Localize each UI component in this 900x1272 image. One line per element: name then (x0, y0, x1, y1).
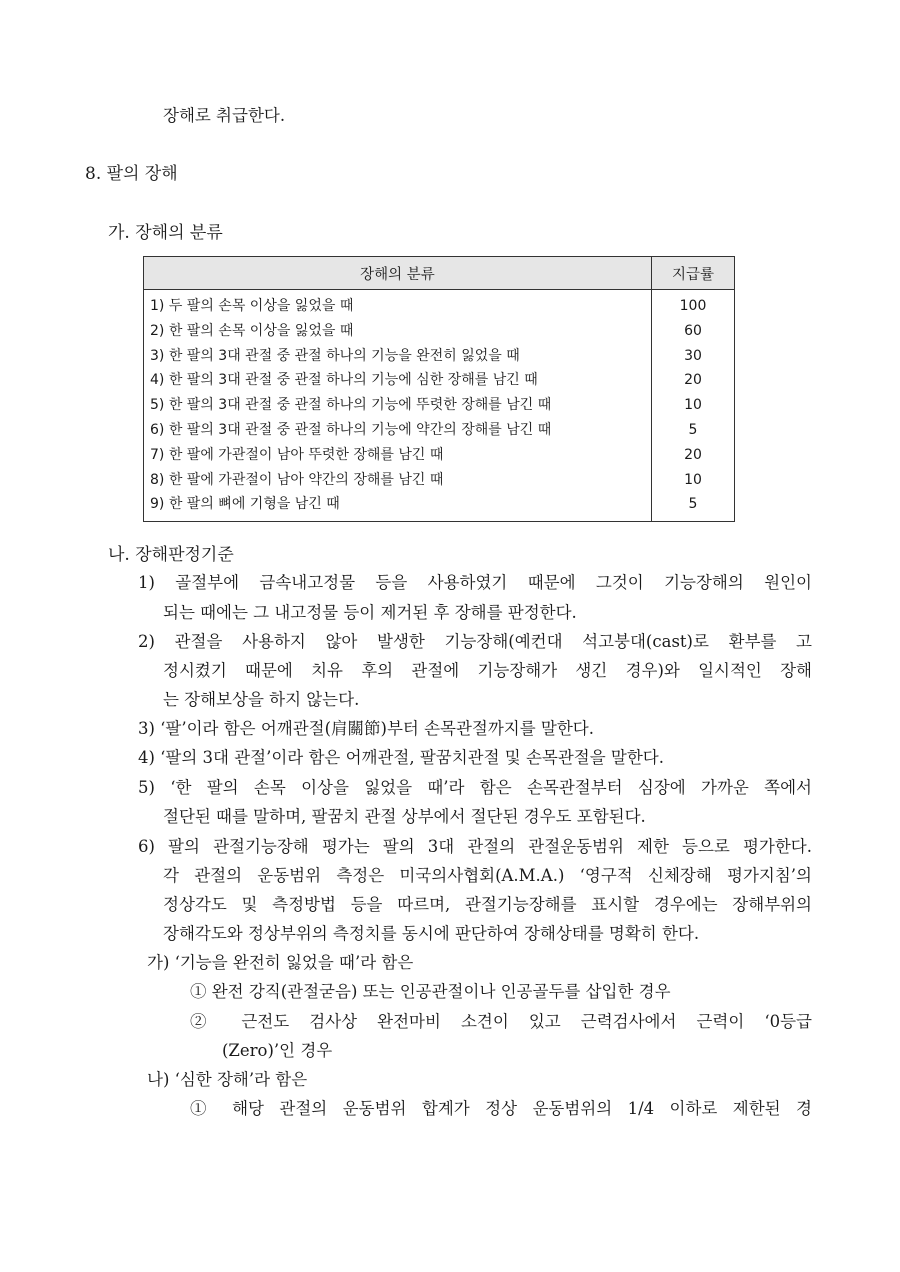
criterion-3: 3) ‘팔’이라 함은 어깨관절(肩關節)부터 손목관절까지를 말한다. (138, 719, 594, 738)
table-row (144, 468, 735, 493)
criterion-1-line-1: 1) 골절부에 금속내고정물 등을 사용하였기 때문에 그것이 기능장해의 원인이 (138, 573, 812, 592)
criterion-5-line-1: 5) ‘한 팔의 손목 이상을 잃었을 때’라 함은 손목관절부터 심장에 가까운 쪽에서 (138, 778, 812, 797)
table-row (144, 418, 735, 443)
row-label: 5) 한 팔의 3대 관절 중 관절 하나의 기능에 뚜렷한 장해를 남긴 때 (144, 393, 652, 418)
table-row (144, 443, 735, 468)
row-label: 9) 한 팔의 뼈에 기형을 남긴 때 (144, 492, 652, 521)
criterion-2-line-1: 2) 관절을 사용하지 않아 발생한 기능장해(예컨대 석고붕대(cast)로 환부를 고 (138, 632, 812, 651)
criterion-6-line-1: 6) 팔의 관절기능장해 평가는 팔의 3대 관절의 관절운동범위 제한 등으로 평가한다. (138, 837, 812, 856)
table-row (144, 492, 735, 521)
criterion-5-line-2: 절단된 때를 말하며, 팔꿈치 관절 상부에서 절단된 경우도 포함된다. (163, 807, 646, 826)
row-label: 1) 두 팔의 손목 이상을 잃었을 때 (144, 290, 652, 319)
table-row (144, 393, 735, 418)
row-label: 3) 한 팔의 3대 관절 중 관절 하나의 기능을 완전히 잃었을 때 (144, 344, 652, 369)
subsection-heading-criteria: 나. 장해판정기준 (108, 545, 234, 565)
item-na-point-1: ① 해당 관절의 운동범위 합계가 정상 운동범위의 1/4 이하로 제한된 경 (190, 1099, 812, 1118)
classification-table (143, 256, 735, 522)
criterion-1-line-2: 되는 때에는 그 내고정물 등이 제거된 후 장해를 판정한다. (163, 603, 577, 622)
row-label: 6) 한 팔의 3대 관절 중 관절 하나의 기능에 약간의 장해를 남긴 때 (144, 418, 652, 443)
item-ga-point-1: ① 완전 강직(관절굳음) 또는 인공관절이나 인공골두를 삽입한 경우 (190, 982, 671, 1001)
table-header-row (144, 257, 735, 290)
table-row (144, 368, 735, 393)
row-rate: 5 (652, 492, 735, 521)
row-label: 2) 한 팔의 손목 이상을 잃었을 때 (144, 319, 652, 344)
row-rate: 5 (652, 418, 735, 443)
row-rate: 10 (652, 468, 735, 493)
row-label: 8) 한 팔에 가관절이 남아 약간의 장해를 남긴 때 (144, 468, 652, 493)
row-rate: 20 (652, 368, 735, 393)
subsection-heading-classification: 가. 장해의 분류 (108, 223, 223, 243)
criterion-6-line-3: 정상각도 및 측정방법 등을 따르며, 관절기능장해를 표시할 경우에는 장해부위의 (163, 895, 812, 914)
row-label: 4) 한 팔의 3대 관절 중 관절 하나의 기능에 심한 장해를 남긴 때 (144, 368, 652, 393)
row-rate: 60 (652, 319, 735, 344)
row-rate: 20 (652, 443, 735, 468)
table-row (144, 344, 735, 369)
row-rate: 30 (652, 344, 735, 369)
item-na-heading: 나) ‘심한 장해’라 함은 (147, 1070, 308, 1089)
criterion-2-line-2: 정시켰기 때문에 치유 후의 관절에 기능장해가 생긴 경우)와 일시적인 장해 (163, 661, 812, 680)
column-header-rate: 지급률 (652, 257, 735, 290)
row-rate: 10 (652, 393, 735, 418)
table-row (144, 290, 735, 319)
item-ga-point-2-line-2: (Zero)’인 경우 (222, 1041, 333, 1060)
criterion-6-line-4: 장해각도와 정상부위의 측정치를 동시에 판단하여 장해상태를 명확히 한다. (163, 924, 700, 943)
item-ga-point-2-line-1: ② 근전도 검사상 완전마비 소견이 있고 근력검사에서 근력이 ‘0등급 (190, 1012, 812, 1031)
criterion-6-line-2: 각 관절의 운동범위 측정은 미국의사협회(A.M.A.) ‘영구적 신체장해 평가지침’의 (163, 866, 812, 885)
row-rate: 100 (652, 290, 735, 319)
section-heading-arm-disability: 8. 팔의 장해 (85, 164, 178, 184)
table-row (144, 319, 735, 344)
criterion-4: 4) ‘팔의 3대 관절’이라 함은 어깨관절, 팔꿈치관절 및 손목관절을 말한다. (138, 748, 664, 767)
row-label: 7) 한 팔에 가관절이 남아 뚜렷한 장해를 남긴 때 (144, 443, 652, 468)
criterion-2-line-3: 는 장해보상을 하지 않는다. (163, 690, 360, 709)
item-ga-heading: 가) ‘기능을 완전히 잃었을 때’라 함은 (147, 953, 414, 972)
continuation-text: 장해로 취급한다. (163, 106, 286, 125)
column-header-classification: 장해의 분류 (144, 257, 652, 290)
